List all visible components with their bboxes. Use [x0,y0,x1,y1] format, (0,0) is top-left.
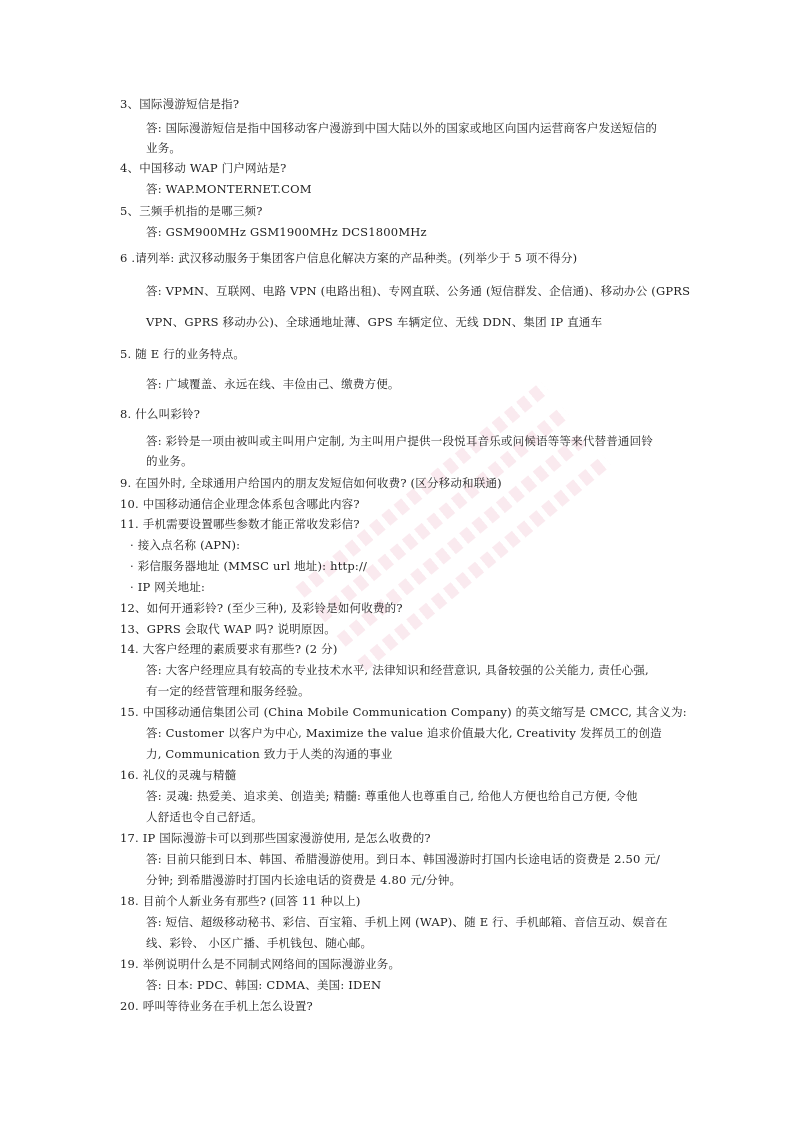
answer-15: 答: Customer 以客户为中心, Maximize the value 追求价值最大化, Creativity 发挥员工的创造 [146,726,662,740]
question-5b: 5. 随 E 行的业务特点。 [120,347,246,361]
question-18: 18. 目前个人新业务有那些? (回答 11 种以上) [120,894,361,908]
answer-6: 答: VPMN、互联网、电路 VPN (电路出租)、专网直联、公务通 (短信群发、企信通)、移动办公 (GPRS [146,284,691,298]
question-11: 11. 手机需要设置哪些参数才能正常收发彩信? [120,517,360,531]
answer-16: 答: 灵魂: 热爱美、追求美、创造美; 精髓: 尊重他人也尊重自己, 给他人方便也给自己方便, 令他 [146,789,638,803]
question-17: 17. IP 国际漫游卡可以到那些国家漫游使用, 是怎么收费的? [120,831,431,845]
answer-15-cont: 力, Communication 致力于人类的沟通的事业 [146,747,393,761]
answer-17: 答: 目前只能到日本、韩国、希腊漫游使用。到日本、韩国漫游时打国内长途电话的资费是 2.50 元/ [146,852,661,866]
question-13: 13、GPRS 会取代 WAP 吗? 说明原因。 [120,622,336,636]
question-16: 16. 礼仪的灵魂与精髓 [120,768,237,782]
bullet-mmsc: · 彩信服务器地址 (MMSC url 地址): http:// [130,559,368,573]
question-12: 12、如何开通彩铃? (至少三种), 及彩铃是如何收费的? [120,601,403,615]
answer-16-cont: 人舒适也令自己舒适。 [146,810,263,824]
answer-8-cont: 的业务。 [146,454,193,468]
question-4: 4、中国移动 WAP 门户网站是? [120,161,287,175]
question-9: 9. 在国外时, 全球通用户给国内的朋友发短信如何收费? (区分移动和联通) [120,476,502,490]
answer-18: 答: 短信、超级移动秘书、彩信、百宝箱、手机上网 (WAP)、随 E 行、手机邮箱、音信互动、娱音在 [146,915,668,929]
question-5: 5、三频手机指的是哪三频? [120,204,263,218]
answer-14-cont: 有一定的经营管理和服务经验。 [146,684,310,698]
answer-5b: 答: 广域覆盖、永远在线、丰俭由己、缴费方便。 [146,377,400,391]
answer-19: 答: 日本: PDC、韩国: CDMA、美国: IDEN [146,978,382,992]
answer-8: 答: 彩铃是一项由被叫或主叫用户定制, 为主叫用户提供一段悦耳音乐或问候语等等来代替普通回铃 [146,434,654,448]
answer-3: 答: 国际漫游短信是指中国移动客户漫游到中国大陆以外的国家或地区向国内运营商客户发送短信的 [146,121,658,135]
answer-6-cont: VPN、GPRS 移动办公)、全球通地址薄、GPS 车辆定位、无线 DDN、集团 IP 直通车 [146,315,603,329]
question-14: 14. 大客户经理的素质要求有那些? (2 分) [120,642,338,656]
answer-18-cont: 线、彩铃、 小区广播、手机钱包、随心邮。 [146,936,373,950]
answer-5: 答: GSM900MHz GSM1900MHz DCS1800MHz [146,225,427,239]
bullet-ip-gateway: · IP 网关地址: [130,580,206,594]
question-3: 3、国际漫游短信是指? [120,97,240,111]
question-8: 8. 什么叫彩铃? [120,407,201,421]
answer-4: 答: WAP.MONTERNET.COM [146,182,312,196]
question-20: 20. 呼叫等待业务在手机上怎么设置? [120,999,313,1013]
question-6: 6 .请列举: 武汉移动服务于集团客户信息化解决方案的产品种类。(列举少于 5 项不得分) [120,251,578,265]
answer-14: 答: 大客户经理应具有较高的专业技术水平, 法律知识和经营意识, 具备较强的公关能力, 责任心强, [146,663,649,677]
bullet-apn: · 接入点名称 (APN): [130,538,241,552]
question-19: 19. 举例说明什么是不同制式网络间的国际漫游业务。 [120,957,401,971]
question-15: 15. 中国移动通信集团公司 (China Mobile Communication Company) 的英文缩写是 CMCC, 其含义为: [120,705,687,719]
question-10: 10. 中国移动通信企业理念体系包含哪此内容? [120,497,360,511]
answer-3-cont: 业务。 [146,141,182,155]
answer-17-cont: 分钟; 到希腊漫游时打国内长途电话的资费是 4.80 元/分钟。 [146,873,462,887]
